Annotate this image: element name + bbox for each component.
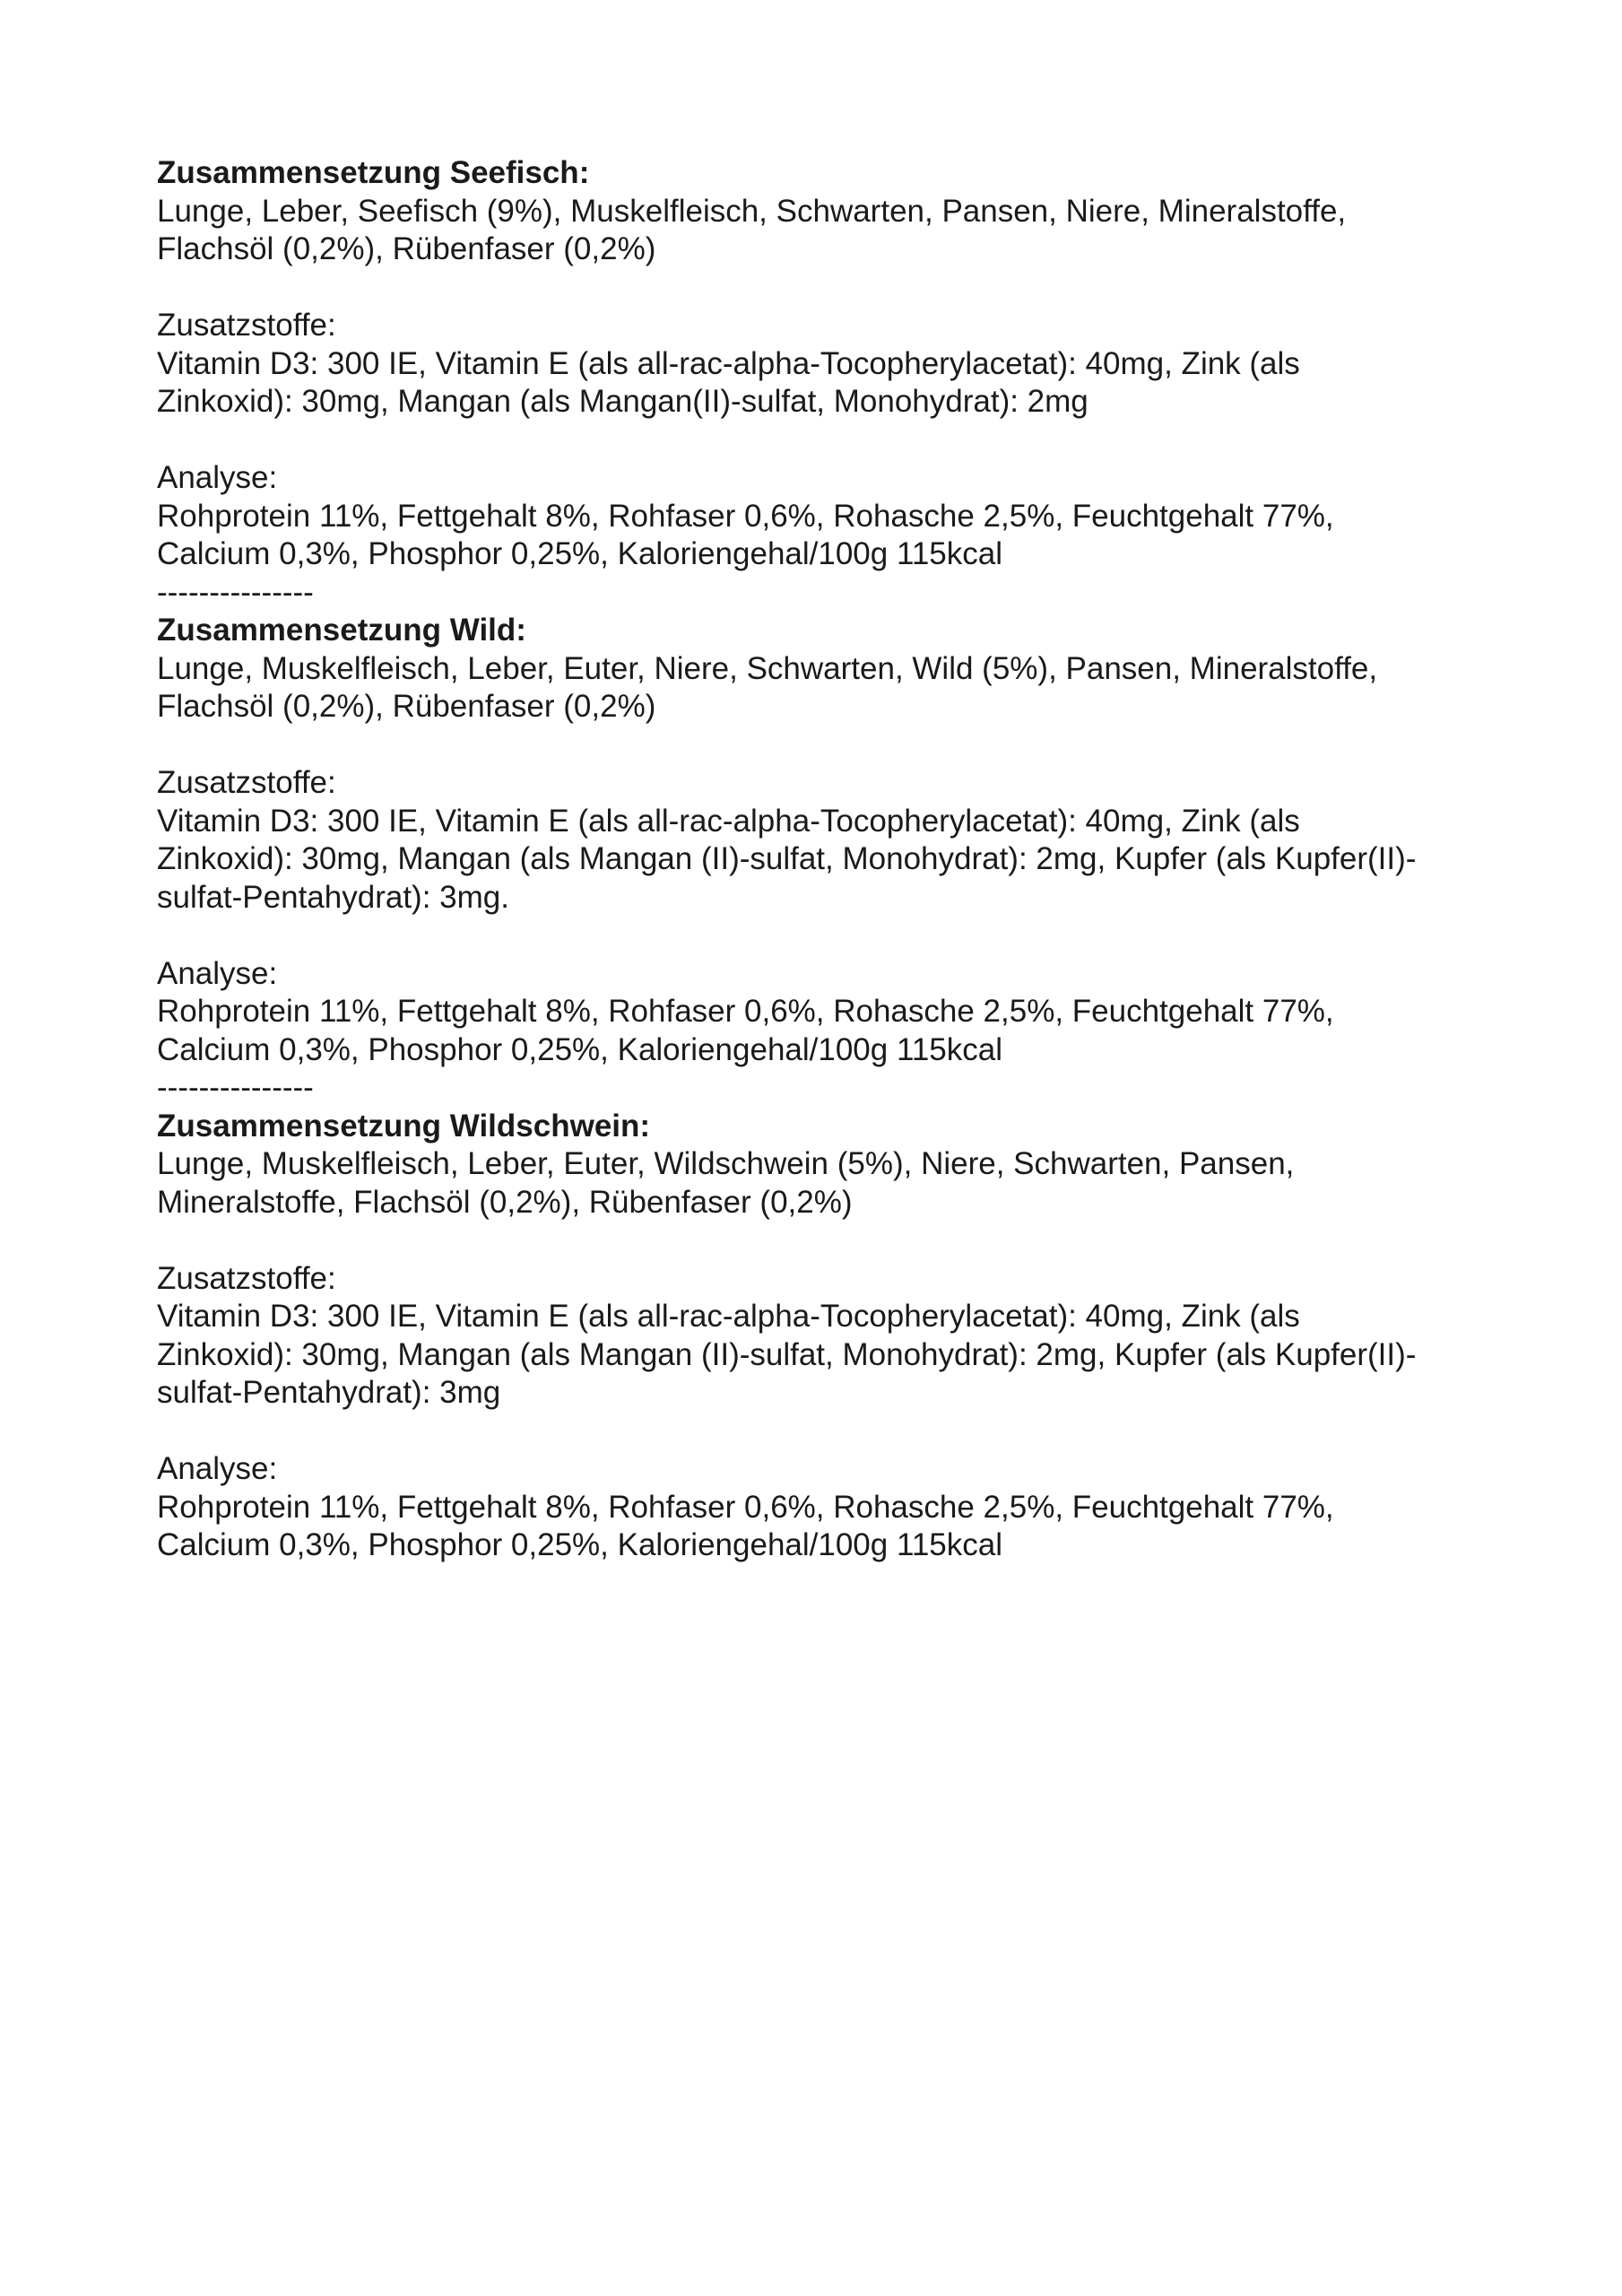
additives-label: Zusatzstoffe: bbox=[157, 308, 336, 343]
section-heading: Zusammensetzung Seefisch: bbox=[157, 155, 590, 190]
analysis-line: Rohprotein 11%, Fettgehalt 8%, Rohfaser 0,6%, Rohasche 2,5%, Feuchtgehalt 77%, bbox=[157, 1489, 1334, 1525]
document-body bbox=[157, 154, 1502, 1565]
analysis-line: Calcium 0,3%, Phosphor 0,25%, Kaloriengehal/100g 115kcal bbox=[157, 1031, 1003, 1067]
analysis-line: Calcium 0,3%, Phosphor 0,25%, Kaloriengehal/100g 115kcal bbox=[157, 536, 1003, 571]
section-wildschwein bbox=[157, 1108, 1502, 1565]
analysis-label: Analyse: bbox=[157, 1451, 278, 1486]
analysis-line: Rohprotein 11%, Fettgehalt 8%, Rohfaser 0,6%, Rohasche 2,5%, Feuchtgehalt 77%, bbox=[157, 498, 1334, 534]
analysis-line: Rohprotein 11%, Fettgehalt 8%, Rohfaser 0,6%, Rohasche 2,5%, Feuchtgehalt 77%, bbox=[157, 994, 1334, 1029]
spacer bbox=[157, 1222, 1502, 1260]
section-separator: --------------- bbox=[157, 574, 314, 610]
analysis-label: Analyse: bbox=[157, 955, 278, 991]
additives-line: Vitamin D3: 300 IE, Vitamin E (als all-rac-alpha-Tocopherylacetat): 40mg, Zink (als bbox=[157, 803, 1300, 839]
section-seefisch bbox=[157, 154, 1502, 612]
composition-line: Flachsöl (0,2%), Rübenfaser (0,2%) bbox=[157, 689, 656, 724]
additives-line: Zinkoxid): 30mg, Mangan (als Mangan (II)-sulfat, Monohydrat): 2mg, Kupfer (als Kupfer(II)- bbox=[157, 1336, 1417, 1372]
composition-line: Lunge, Muskelfleisch, Leber, Euter, Wildschwein (5%), Niere, Schwarten, Pansen, bbox=[157, 1146, 1295, 1181]
section-separator: --------------- bbox=[157, 1070, 314, 1105]
spacer bbox=[157, 726, 1502, 765]
section-heading: Zusammensetzung Wildschwein: bbox=[157, 1108, 651, 1144]
composition-line: Lunge, Leber, Seefisch (9%), Muskelfleisch, Schwarten, Pansen, Niere, Mineralstoffe, bbox=[157, 193, 1347, 229]
additives-line: Zinkoxid): 30mg, Mangan (als Mangan (II)-sulfat, Monohydrat): 2mg, Kupfer (als Kupfer(II)- bbox=[157, 841, 1417, 876]
spacer bbox=[157, 422, 1502, 460]
spacer bbox=[157, 917, 1502, 955]
composition-line: Flachsöl (0,2%), Rübenfaser (0,2%) bbox=[157, 231, 656, 266]
additives-label: Zusatzstoffe: bbox=[157, 1260, 336, 1296]
analysis-line: Calcium 0,3%, Phosphor 0,25%, Kaloriengehal/100g 115kcal bbox=[157, 1527, 1003, 1562]
spacer bbox=[157, 269, 1502, 308]
additives-line: sulfat-Pentahydrat): 3mg. bbox=[157, 879, 509, 915]
composition-line: Lunge, Muskelfleisch, Leber, Euter, Niere, Schwarten, Wild (5%), Pansen, Mineralstoffe, bbox=[157, 650, 1378, 686]
section-heading: Zusammensetzung Wild: bbox=[157, 613, 526, 648]
additives-label: Zusatzstoffe: bbox=[157, 765, 336, 800]
additives-line: Zinkoxid): 30mg, Mangan (als Mangan(II)-sulfat, Monohydrat): 2mg bbox=[157, 384, 1089, 419]
additives-line: Vitamin D3: 300 IE, Vitamin E (als all-rac-alpha-Tocopherylacetat): 40mg, Zink (als bbox=[157, 345, 1300, 381]
spacer bbox=[157, 1413, 1502, 1451]
additives-line: Vitamin D3: 300 IE, Vitamin E (als all-rac-alpha-Tocopherylacetat): 40mg, Zink (als bbox=[157, 1299, 1300, 1334]
analysis-label: Analyse: bbox=[157, 460, 278, 495]
composition-line: Mineralstoffe, Flachsöl (0,2%), Rübenfaser (0,2%) bbox=[157, 1184, 853, 1220]
additives-line: sulfat-Pentahydrat): 3mg bbox=[157, 1375, 501, 1410]
section-wild bbox=[157, 612, 1502, 1108]
